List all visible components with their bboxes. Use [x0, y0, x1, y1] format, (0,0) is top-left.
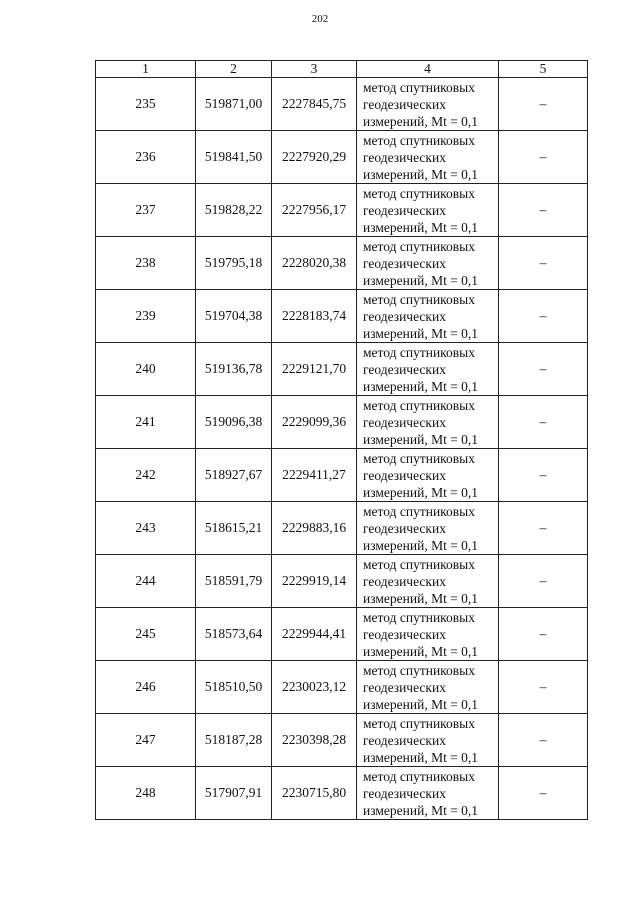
- point-number-cell: 247: [96, 714, 196, 767]
- method-line-1: метод спутниковых: [363, 185, 475, 201]
- x-coordinate-cell: 519704,38: [196, 290, 272, 343]
- x-coordinate-cell: 518573,64: [196, 608, 272, 661]
- table-row: [96, 290, 588, 343]
- table-row: [96, 661, 588, 714]
- description-cell: –: [499, 131, 588, 184]
- method-line-3: измерений, Mt = 0,1: [363, 643, 479, 659]
- table-row: [96, 449, 588, 502]
- method-cell: [357, 184, 499, 237]
- method-line-3: измерений, Mt = 0,1: [363, 113, 479, 129]
- y-coordinate-cell: 2228020,38: [272, 237, 357, 290]
- method-line-2: геодезических: [363, 520, 446, 536]
- column-header-4: 4: [357, 61, 499, 78]
- column-header-2: 2: [196, 61, 272, 78]
- table-header-row: [96, 61, 588, 78]
- table-row: [96, 555, 588, 608]
- x-coordinate-cell: 519096,38: [196, 396, 272, 449]
- method-line-1: метод спутниковых: [363, 768, 475, 784]
- method-line-1: метод спутниковых: [363, 79, 475, 95]
- x-coordinate-cell: 519841,50: [196, 131, 272, 184]
- y-coordinate-cell: 2229944,41: [272, 608, 357, 661]
- y-coordinate-cell: 2229099,36: [272, 396, 357, 449]
- method-line-2: геодезических: [363, 573, 446, 589]
- description-cell: –: [499, 449, 588, 502]
- y-coordinate-cell: 2227956,17: [272, 184, 357, 237]
- method-line-3: измерений, Mt = 0,1: [363, 590, 479, 606]
- description-cell: –: [499, 343, 588, 396]
- method-line-2: геодезических: [363, 785, 446, 801]
- method-line-1: метод спутниковых: [363, 344, 475, 360]
- x-coordinate-cell: 518927,67: [196, 449, 272, 502]
- method-line-2: геодезических: [363, 202, 446, 218]
- point-number-cell: 241: [96, 396, 196, 449]
- x-coordinate-cell: 517907,91: [196, 767, 272, 820]
- table-row: [96, 502, 588, 555]
- method-line-1: метод спутниковых: [363, 609, 475, 625]
- method-line-1: метод спутниковых: [363, 662, 475, 678]
- point-number-cell: 240: [96, 343, 196, 396]
- method-line-1: метод спутниковых: [363, 503, 475, 519]
- method-cell: [357, 714, 499, 767]
- method-line-2: геодезических: [363, 467, 446, 483]
- method-line-1: метод спутниковых: [363, 556, 475, 572]
- table-row: [96, 343, 588, 396]
- method-line-2: геодезических: [363, 626, 446, 642]
- method-cell: [357, 661, 499, 714]
- method-line-3: измерений, Mt = 0,1: [363, 802, 479, 818]
- y-coordinate-cell: 2229919,14: [272, 555, 357, 608]
- method-line-2: геодезических: [363, 255, 446, 271]
- description-cell: –: [499, 78, 588, 131]
- y-coordinate-cell: 2228183,74: [272, 290, 357, 343]
- method-line-1: метод спутниковых: [363, 132, 475, 148]
- method-line-3: измерений, Mt = 0,1: [363, 166, 479, 182]
- x-coordinate-cell: 518591,79: [196, 555, 272, 608]
- table-row: [96, 714, 588, 767]
- method-line-2: геодезических: [363, 149, 446, 165]
- y-coordinate-cell: 2230398,28: [272, 714, 357, 767]
- description-cell: –: [499, 608, 588, 661]
- method-line-3: измерений, Mt = 0,1: [363, 537, 479, 553]
- method-cell: [357, 396, 499, 449]
- y-coordinate-cell: 2229121,70: [272, 343, 357, 396]
- point-number-cell: 237: [96, 184, 196, 237]
- method-line-2: геодезических: [363, 732, 446, 748]
- method-cell: [357, 290, 499, 343]
- x-coordinate-cell: 518187,28: [196, 714, 272, 767]
- table-row: [96, 396, 588, 449]
- y-coordinate-cell: 2227920,29: [272, 131, 357, 184]
- method-cell: [357, 608, 499, 661]
- x-coordinate-cell: 519828,22: [196, 184, 272, 237]
- description-cell: –: [499, 396, 588, 449]
- description-cell: –: [499, 767, 588, 820]
- table-row: [96, 184, 588, 237]
- method-line-2: геодезических: [363, 679, 446, 695]
- y-coordinate-cell: 2230715,80: [272, 767, 357, 820]
- method-line-3: измерений, Mt = 0,1: [363, 219, 479, 235]
- method-line-3: измерений, Mt = 0,1: [363, 749, 479, 765]
- method-line-3: измерений, Mt = 0,1: [363, 431, 479, 447]
- description-cell: –: [499, 502, 588, 555]
- method-cell: [357, 131, 499, 184]
- method-cell: [357, 767, 499, 820]
- method-cell: [357, 555, 499, 608]
- description-cell: –: [499, 661, 588, 714]
- point-number-cell: 244: [96, 555, 196, 608]
- y-coordinate-cell: 2229883,16: [272, 502, 357, 555]
- method-cell: [357, 449, 499, 502]
- table-row: [96, 78, 588, 131]
- method-line-3: измерений, Mt = 0,1: [363, 378, 479, 394]
- x-coordinate-cell: 519795,18: [196, 237, 272, 290]
- method-line-3: измерений, Mt = 0,1: [363, 325, 479, 341]
- method-line-3: измерений, Mt = 0,1: [363, 696, 479, 712]
- description-cell: –: [499, 714, 588, 767]
- point-number-cell: 236: [96, 131, 196, 184]
- method-line-3: измерений, Mt = 0,1: [363, 484, 479, 500]
- method-line-3: измерений, Mt = 0,1: [363, 272, 479, 288]
- column-header-3: 3: [272, 61, 357, 78]
- point-number-cell: 243: [96, 502, 196, 555]
- method-line-2: геодезических: [363, 308, 446, 324]
- x-coordinate-cell: 519871,00: [196, 78, 272, 131]
- table-row: [96, 237, 588, 290]
- column-header-5: 5: [499, 61, 588, 78]
- point-number-cell: 246: [96, 661, 196, 714]
- point-number-cell: 238: [96, 237, 196, 290]
- method-cell: [357, 502, 499, 555]
- point-number-cell: 242: [96, 449, 196, 502]
- method-line-2: геодезических: [363, 361, 446, 377]
- description-cell: –: [499, 184, 588, 237]
- description-cell: –: [499, 555, 588, 608]
- method-line-1: метод спутниковых: [363, 238, 475, 254]
- method-line-2: геодезических: [363, 414, 446, 430]
- coordinates-table: [95, 60, 588, 820]
- y-coordinate-cell: 2230023,12: [272, 661, 357, 714]
- description-cell: –: [499, 237, 588, 290]
- column-header-1: 1: [96, 61, 196, 78]
- page-number: 202: [311, 13, 329, 25]
- x-coordinate-cell: 519136,78: [196, 343, 272, 396]
- x-coordinate-cell: 518510,50: [196, 661, 272, 714]
- point-number-cell: 235: [96, 78, 196, 131]
- method-cell: [357, 78, 499, 131]
- method-line-1: метод спутниковых: [363, 450, 475, 466]
- method-line-1: метод спутниковых: [363, 715, 475, 731]
- y-coordinate-cell: 2227845,75: [272, 78, 357, 131]
- point-number-cell: 239: [96, 290, 196, 343]
- x-coordinate-cell: 518615,21: [196, 502, 272, 555]
- point-number-cell: 245: [96, 608, 196, 661]
- method-line-1: метод спутниковых: [363, 397, 475, 413]
- y-coordinate-cell: 2229411,27: [272, 449, 357, 502]
- method-cell: [357, 343, 499, 396]
- method-line-1: метод спутниковых: [363, 291, 475, 307]
- table-row: [96, 767, 588, 820]
- description-cell: –: [499, 290, 588, 343]
- point-number-cell: 248: [96, 767, 196, 820]
- table-row: [96, 131, 588, 184]
- method-line-2: геодезических: [363, 96, 446, 112]
- method-cell: [357, 237, 499, 290]
- table-row: [96, 608, 588, 661]
